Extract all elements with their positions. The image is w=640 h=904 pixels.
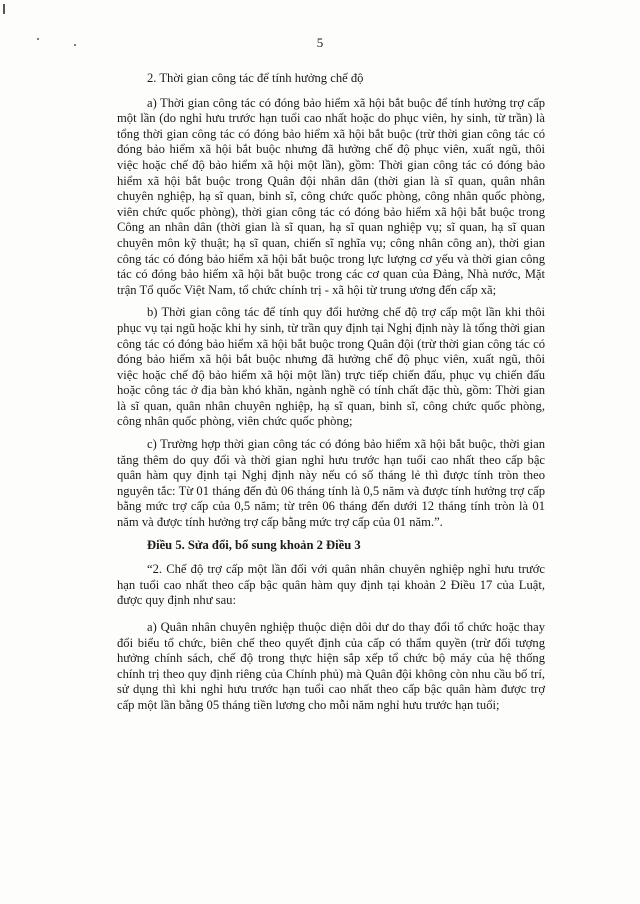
paragraph-article-5-intro: “2. Chế độ trợ cấp một lần đối với quân nhân chuyên nghiệp nghỉ hưu trước hạn tuổi cao nhất theo cấp bậc quân hàm quy định tại khoản 2 Điều 17 của Luật, được quy định như sau: — [117, 562, 545, 608]
paragraph-2c: c) Trường hợp thời gian công tác có đóng bảo hiểm xã hội bắt buộc, thời gian tăng thêm do quy đổi và thời gian nghỉ hưu trước hạn tuổi cao nhất theo cấp bậc quân hàm quy định tại Nghị định này nếu có số tháng lẻ thì được tính tròn theo nguyên tắc: Từ 01 tháng đến đủ 06 tháng tính là 0,5 năm và được tính hưởng trợ cấp bằng mức trợ cấp của 0,5 năm; từ trên 06 tháng đến dưới 12 tháng tính tròn là 01 năm và được tính hưởng trợ cấp bằng mức trợ cấp của 01 năm.”. — [117, 437, 545, 530]
section-heading: 2. Thời gian công tác để tính hưởng chế độ — [147, 71, 364, 85]
paragraph-article-5-a: a) Quân nhân chuyên nghiệp thuộc diện dôi dư do thay đổi tổ chức hoặc thay đổi biểu tổ chức, biên chế theo quyết định của cấp có thẩm quyền (trừ đối tượng hưởng chính sách, chế độ trong thực hiện sắp xếp tổ chức bộ máy của hệ thống chính trị theo quy định riêng của Chính phủ) mà Quân đội không còn nhu cầu bố trí, sử dụng thì khi nghỉ hưu trước hạn tuổi cao nhất theo cấp bậc quân hàm được trợ cấp một lần bằng 05 tháng tiền lương cho mỗi năm nghỉ hưu trước hạn tuổi; — [117, 620, 545, 712]
paragraph-2b: b) Thời gian công tác để tính quy đổi hưởng chế độ trợ cấp một lần khi thôi phục vụ tại ngũ hoặc khi hy sinh, từ trần quy định tại Nghị định này là tổng thời gian công tác có đóng bảo hiểm xã hội bắt buộc trong Quân đội (trừ thời gian công tác có đóng bảo hiểm xã hội bắt buộc nhưng đã hưởng chế độ phục viên, xuất ngũ, thôi việc hoặc chế độ bảo hiểm xã hội một lần) trực tiếp chiến đấu, phục vụ chiến đấu hoặc công tác ở địa bàn khó khăn, ngành nghề có tính chất đặc thù, gồm: Thời gian là sĩ quan, quân nhân chuyên nghiệp, hạ sĩ quan, binh sĩ, công chức quốc phòng, công nhân quốc phòng, viên chức quốc phòng; — [117, 305, 545, 429]
paragraph-2a: a) Thời gian công tác có đóng bảo hiểm xã hội bắt buộc để tính hưởng trợ cấp một lần (do nghỉ hưu trước hạn tuổi cao nhất hoặc do phục viên, hy sinh, từ trần) là tổng thời gian công tác có đóng bảo hiểm xã hội bắt buộc (trừ thời gian công tác có đóng bảo hiểm xã hội bắt buộc nhưng đã hưởng chế độ phục viên, xuất ngũ, thôi việc hoặc chế độ bảo hiểm xã hội một lần), gồm: Thời gian công tác có đóng bảo hiểm xã hội bắt buộc trong Quân đội nhân dân (thời gian là sĩ quan, quân nhân chuyên nghiệp, hạ sĩ quan, binh sĩ, công chức quốc phòng, công nhân quốc phòng, viên chức quốc phòng), thời gian công tác có đóng bảo hiểm xã hội bắt buộc trong Công an nhân dân (thời gian là sĩ quan, hạ sĩ quan nghiệp vụ; sĩ quan, hạ sĩ quan chuyên môn kỹ thuật; hạ sĩ quan, chiến sĩ nghĩa vụ; công nhân công an), thời gian công tác có đóng bảo hiểm xã hội bắt buộc trong lực lượng cơ yếu và thời gian công tác có đóng bảo hiểm xã hội bắt buộc trong các cơ quan của Đảng, Nhà nước, Mặt trận Tổ quốc Việt Nam, tổ chức chính trị - xã hội từ trung ương đến cấp xã; — [117, 95, 545, 297]
document-body — [117, 71, 545, 721]
scan-mark — [3, 4, 5, 14]
article-heading: Điều 5. Sửa đổi, bổ sung khoản 2 Điều 3 — [147, 537, 361, 552]
page-number: 5 — [316, 35, 324, 50]
